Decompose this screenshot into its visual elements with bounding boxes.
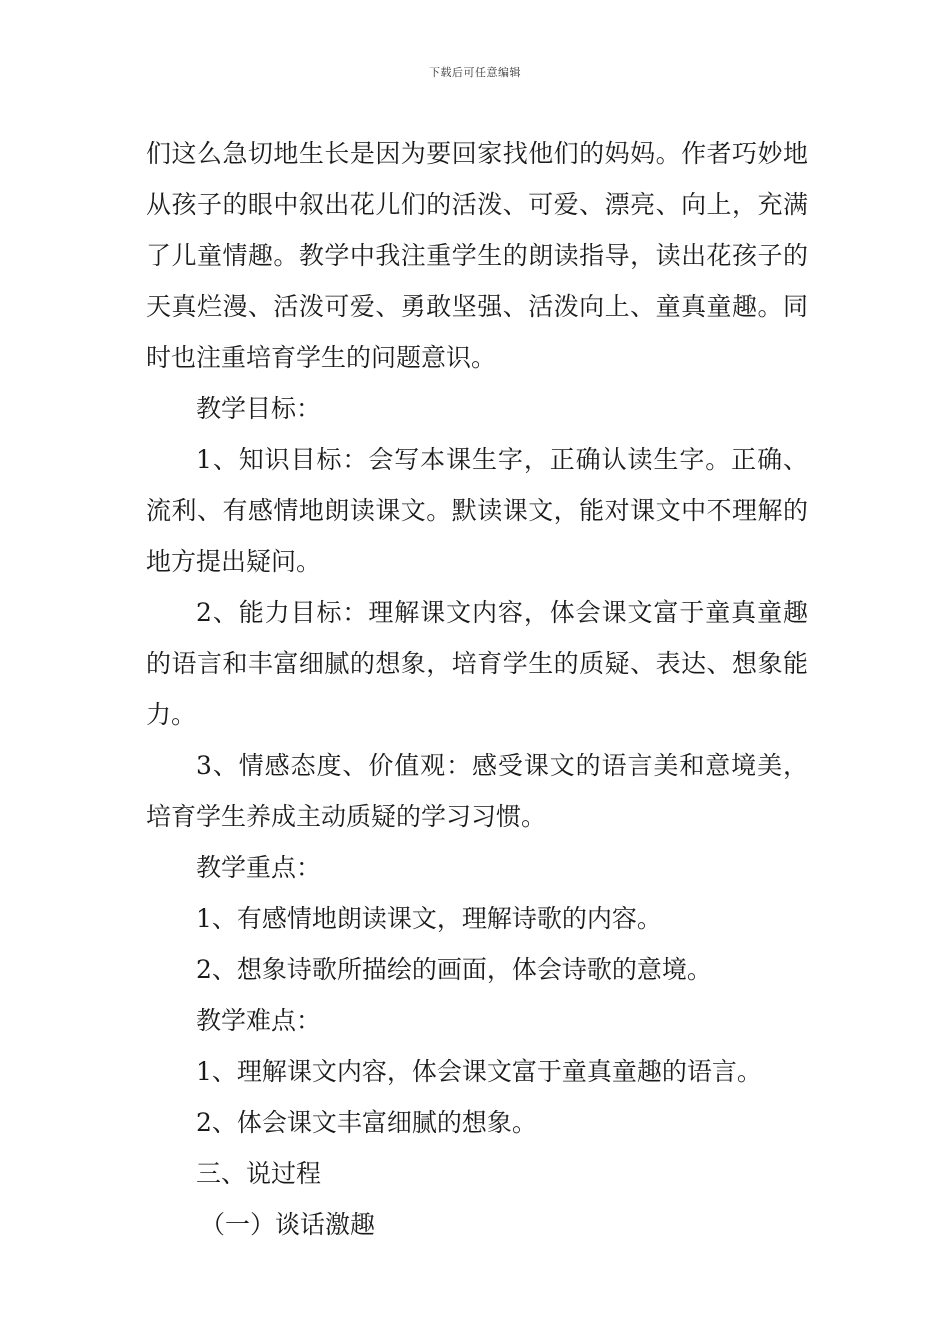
- heading-process: 三、说过程: [196, 1159, 322, 1188]
- page-header: 下载后可任意编辑: [429, 66, 521, 79]
- goal-knowledge: 1、知识目标：会写本课生字，正确认读生字。正确、流利、有感情地朗读课文。默读课文，能对课文中不理解的地方提出疑问。: [146, 445, 808, 576]
- paragraph-intro: 们这么急切地生长是因为要回家找他们的妈妈。作者巧妙地从孩子的眼中叙出花儿们的活泼、可爱、漂亮、向上，充满了儿童情趣。教学中我注重学生的朗读指导，读出花孩子的天真烂漫、活泼可爱、勇敢坚强、活泼向上、童真童趣。同时也注重培育学生的问题意识。: [146, 139, 808, 372]
- goal-emotion: 3、情感态度、价值观：感受课文的语言美和意境美，培育学生养成主动质疑的学习习惯。: [146, 751, 808, 831]
- heading-difficulties: 教学难点：: [196, 1006, 322, 1035]
- goal-ability: 2、能力目标：理解课文内容，体会课文富于童真童趣的语言和丰富细腻的想象，培育学生的质疑、表达、想象能力。: [146, 598, 808, 729]
- heading-teaching-goals: 教学目标：: [196, 394, 322, 423]
- document-body: [146, 128, 808, 1250]
- difficulty-2: 2、体会课文丰富细腻的想象。: [196, 1108, 537, 1137]
- difficulty-1: 1、理解课文内容，体会课文富于童真童趣的语言。: [196, 1057, 762, 1086]
- key-point-2: 2、想象诗歌所描绘的画面，体会诗歌的意境。: [196, 955, 712, 984]
- subheading-talk-interest: （一）谈话激趣: [200, 1210, 376, 1239]
- key-point-1: 1、有感情地朗读课文，理解诗歌的内容。: [196, 904, 662, 933]
- heading-key-points: 教学重点：: [196, 853, 322, 882]
